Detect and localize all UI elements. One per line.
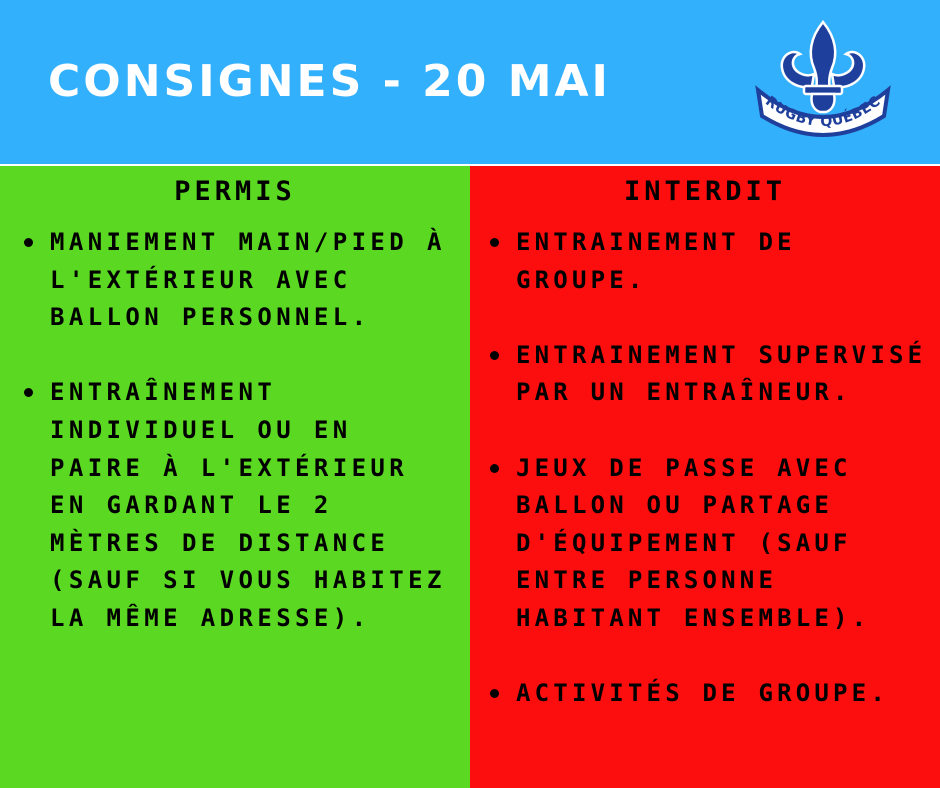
logo-text: RUGBY QUÉBEC [762,93,884,131]
list-item: JEUX DE PASSE AVEC BALLON OU PARTAGE D'ÉQUIPEMENT (SAUF ENTRE PERSONNE HABITANT ENSEMBLE). [486,450,938,638]
rugby-quebec-logo [752,20,894,142]
permis-heading: PERMIS [174,176,296,207]
interdit-column [470,166,940,788]
interdit-list [486,224,938,750]
permis-column [0,166,470,788]
permis-list [20,224,460,675]
fleur-de-lis-icon [782,22,864,112]
list-item: ACTIVITÉS DE GROUPE. [486,675,938,713]
list-item: ENTRAINEMENT DE GROUPE. [486,224,938,299]
header-banner [0,0,940,164]
interdit-heading: INTERDIT [623,176,787,207]
list-item: ENTRAINEMENT SUPERVISÉ PAR UN ENTRAÎNEUR. [486,337,938,412]
list-item: ENTRAÎNEMENT INDIVIDUEL OU EN PAIRE À L'EXTÉRIEUR EN GARDANT LE 2 MÈTRES DE DISTANCE (SAUF SI VOUS HABITEZ LA MÊME ADRESSE). [20,374,460,637]
page-title: CONSIGNES - 20 MAI [48,56,611,107]
list-item: MANIEMENT MAIN/PIED À L'EXTÉRIEUR AVEC BALLON PERSONNEL. [20,224,460,337]
